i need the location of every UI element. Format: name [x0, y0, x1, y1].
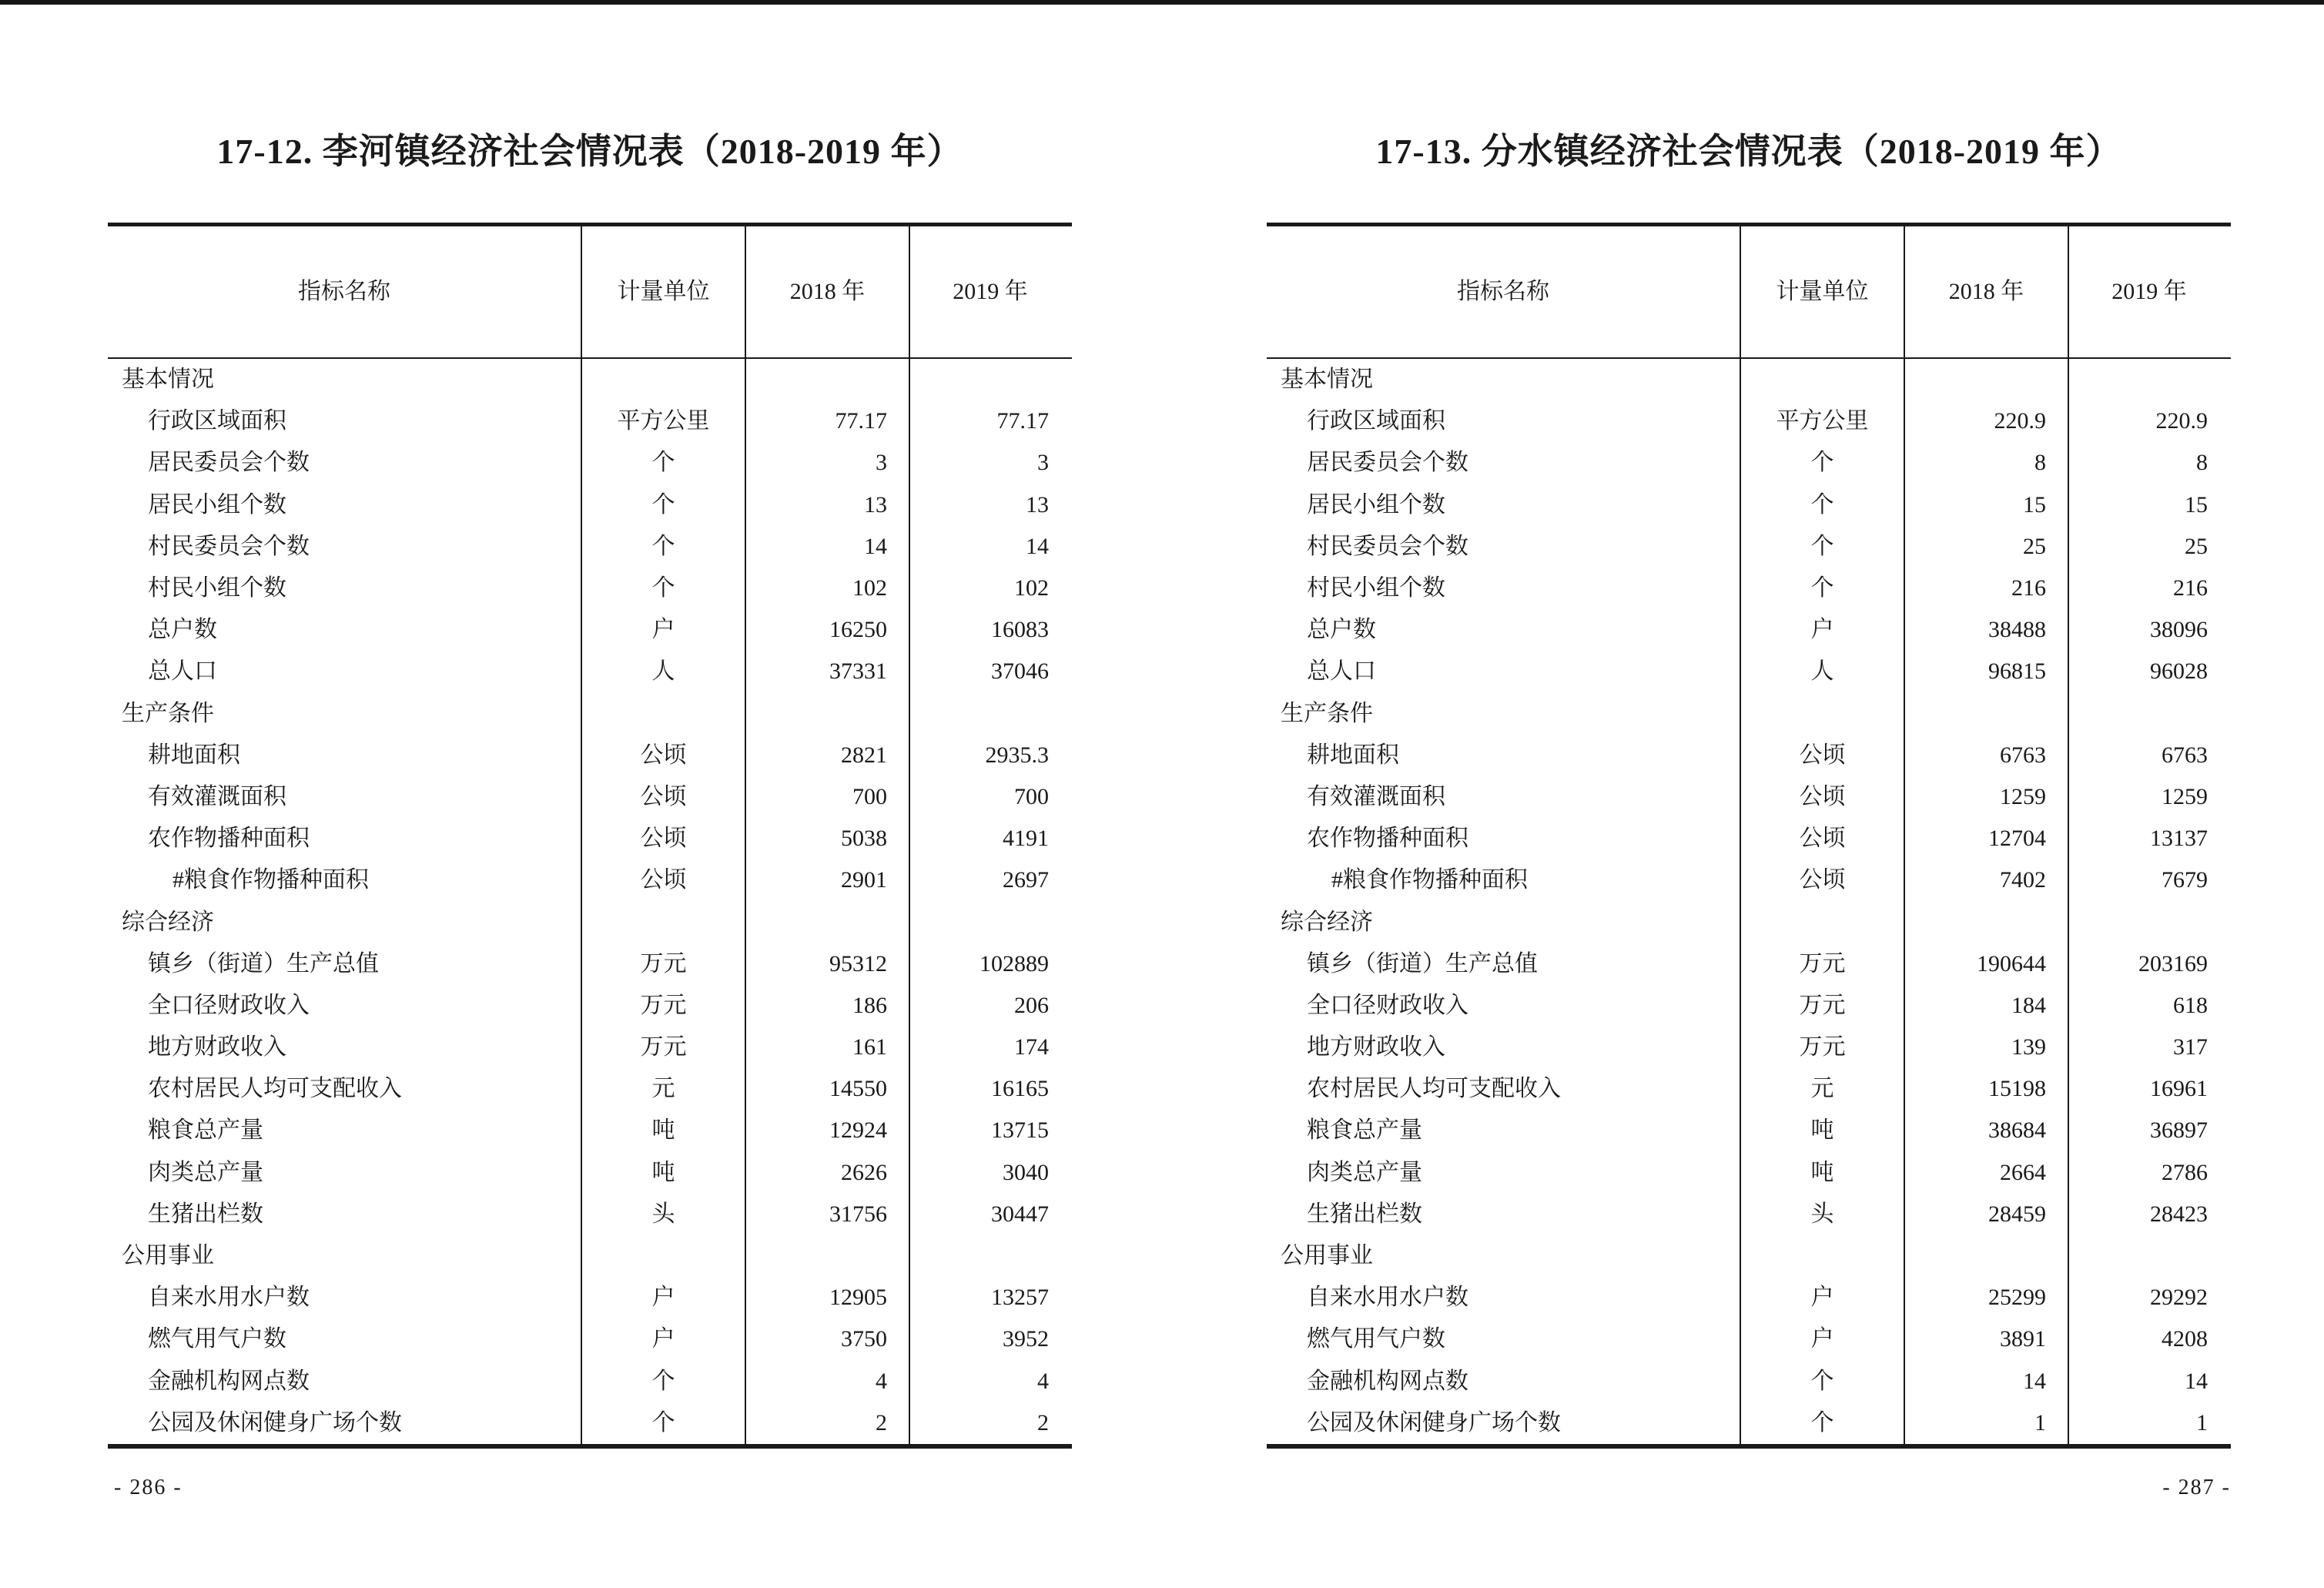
unit-cell: 个 — [581, 568, 745, 609]
value-2018-cell: 6763 — [1904, 735, 2068, 776]
table-row — [108, 735, 1072, 776]
unit-cell: 元 — [1740, 1068, 1904, 1110]
table-row — [108, 943, 1072, 985]
value-2019-cell — [909, 901, 1070, 943]
section-row — [108, 359, 1072, 400]
unit-cell: 个 — [1740, 484, 1904, 526]
unit-cell: 公顷 — [1740, 776, 1904, 818]
unit-cell: 户 — [581, 1318, 745, 1360]
unit-cell: 公顷 — [1740, 818, 1904, 859]
value-2018-cell: 1 — [1904, 1402, 2068, 1444]
value-2018-cell: 8 — [1904, 442, 2068, 484]
unit-cell: 公顷 — [1740, 859, 1904, 901]
value-2018-cell: 102 — [745, 568, 909, 609]
table-row — [108, 1361, 1072, 1402]
table-body — [1267, 359, 2231, 1444]
unit-cell: 户 — [1740, 1277, 1904, 1318]
col-header-unit: 计量单位 — [581, 226, 745, 357]
indicator-name-cell: 有效灌溉面积 — [1307, 783, 1445, 809]
section-row — [108, 1235, 1072, 1277]
indicator-name-cell: 居民委员会个数 — [1307, 450, 1468, 476]
value-2019-cell: 700 — [909, 776, 1070, 818]
indicator-name-cell: 地方财政收入 — [148, 1034, 286, 1060]
value-2019-cell: 220.9 — [2068, 400, 2229, 442]
statistics-table-left — [108, 223, 1072, 1449]
value-2019-cell: 30447 — [909, 1194, 1070, 1235]
col-header-2019: 2019 年 — [909, 226, 1070, 357]
value-2019-cell: 4 — [909, 1361, 1070, 1402]
indicator-name-cell: 金融机构网点数 — [148, 1368, 310, 1394]
unit-cell — [581, 1235, 745, 1277]
value-2019-cell: 16083 — [909, 609, 1070, 651]
value-2018-cell — [745, 359, 909, 400]
unit-cell: 吨 — [581, 1110, 745, 1151]
value-2019-cell: 38096 — [2068, 609, 2229, 651]
col-header-2018: 2018 年 — [745, 226, 909, 357]
value-2018-cell: 4 — [745, 1361, 909, 1402]
value-2019-cell: 2697 — [909, 859, 1070, 901]
table-row — [1267, 1277, 2231, 1318]
value-2019-cell: 3952 — [909, 1318, 1070, 1360]
statistics-table-right — [1267, 223, 2231, 1449]
indicator-name-cell: 行政区域面积 — [1307, 408, 1445, 434]
value-2018-cell: 3 — [745, 442, 909, 484]
value-2018-cell: 190644 — [1904, 943, 2068, 985]
table-title-left: 17-12. 李河镇经济社会情况表（2018-2019 年） — [216, 132, 963, 171]
indicator-name-cell: 农作物播种面积 — [1307, 826, 1468, 852]
table-row — [108, 985, 1072, 1027]
table-row — [1267, 442, 2231, 484]
section-row — [1267, 693, 2231, 735]
indicator-name-cell: 燃气用气户数 — [1307, 1326, 1445, 1352]
unit-cell: 万元 — [1740, 1027, 1904, 1068]
unit-cell: 吨 — [1740, 1110, 1904, 1151]
table-row — [1267, 651, 2231, 692]
value-2019-cell: 203169 — [2068, 943, 2229, 985]
value-2019-cell: 174 — [909, 1027, 1070, 1068]
unit-cell — [1740, 359, 1904, 400]
value-2018-cell: 220.9 — [1904, 400, 2068, 442]
value-2018-cell: 95312 — [745, 943, 909, 985]
indicator-name-cell: 有效灌溉面积 — [148, 783, 286, 809]
unit-cell: 公顷 — [581, 818, 745, 859]
table-row — [108, 1318, 1072, 1360]
value-2018-cell: 12924 — [745, 1110, 909, 1151]
table-row — [1267, 776, 2231, 818]
indicator-name-cell: 公园及休闲健身广场个数 — [148, 1409, 402, 1436]
indicator-name-cell: 综合经济 — [1281, 909, 1373, 935]
table-row — [108, 1402, 1072, 1444]
indicator-name-cell: 镇乡（街道）生产总值 — [148, 950, 379, 977]
table-row — [108, 1152, 1072, 1194]
value-2019-cell: 4208 — [2068, 1318, 2229, 1360]
indicator-name-cell: 农作物播种面积 — [148, 826, 310, 852]
value-2018-cell: 186 — [745, 985, 909, 1027]
indicator-name-cell: 肉类总产量 — [1307, 1159, 1422, 1185]
value-2019-cell: 317 — [2068, 1027, 2229, 1068]
unit-cell — [1740, 693, 1904, 735]
value-2019-cell: 1 — [2068, 1402, 2229, 1444]
indicator-name-cell: 农村居民人均可支配收入 — [148, 1076, 402, 1102]
value-2018-cell: 37331 — [745, 651, 909, 692]
value-2019-cell: 14 — [2068, 1361, 2229, 1402]
col-header-indicator: 指标名称 — [298, 279, 390, 304]
indicator-name-cell: 公园及休闲健身广场个数 — [1307, 1409, 1561, 1436]
indicator-name-cell: 公用事业 — [122, 1243, 214, 1269]
indicator-name-cell: 生产条件 — [1281, 700, 1373, 726]
value-2018-cell: 700 — [745, 776, 909, 818]
unit-cell: 万元 — [1740, 985, 1904, 1027]
unit-cell: 户 — [581, 1277, 745, 1318]
value-2018-cell: 15198 — [1904, 1068, 2068, 1110]
col-header-unit: 计量单位 — [1740, 226, 1904, 357]
indicator-name-cell: 耕地面积 — [148, 742, 240, 768]
value-2019-cell: 102889 — [909, 943, 1070, 985]
value-2019-cell — [909, 359, 1070, 400]
value-2018-cell: 15 — [1904, 484, 2068, 526]
indicator-name-cell: 居民委员会个数 — [148, 450, 310, 476]
unit-cell: 公顷 — [581, 859, 745, 901]
table-row — [1267, 1318, 2231, 1360]
value-2019-cell — [2068, 359, 2229, 400]
value-2019-cell: 206 — [909, 985, 1070, 1027]
indicator-name-cell: 居民小组个数 — [1307, 491, 1445, 518]
col-header-2019: 2019 年 — [2068, 226, 2229, 357]
unit-cell: 公顷 — [581, 735, 745, 776]
value-2019-cell — [2068, 1235, 2229, 1277]
value-2018-cell: 2821 — [745, 735, 909, 776]
page-number-right: - 287 - — [2162, 1476, 2231, 1499]
table-row — [1267, 400, 2231, 442]
indicator-name-cell: 金融机构网点数 — [1307, 1368, 1468, 1394]
section-row — [108, 693, 1072, 735]
indicator-name-cell: 全口径财政收入 — [1307, 992, 1468, 1018]
value-2018-cell: 77.17 — [745, 400, 909, 442]
section-row — [1267, 1235, 2231, 1277]
value-2019-cell: 102 — [909, 568, 1070, 609]
value-2018-cell: 16250 — [745, 609, 909, 651]
section-row — [1267, 901, 2231, 943]
section-row — [1267, 359, 2231, 400]
table-row — [108, 609, 1072, 651]
value-2018-cell — [1904, 693, 2068, 735]
indicator-name-cell: 燃气用气户数 — [148, 1326, 286, 1352]
unit-cell: 户 — [1740, 609, 1904, 651]
unit-cell: 个 — [1740, 1361, 1904, 1402]
value-2018-cell: 25 — [1904, 526, 2068, 568]
value-2018-cell: 28459 — [1904, 1194, 2068, 1235]
value-2018-cell: 139 — [1904, 1027, 2068, 1068]
col-header-indicator: 指标名称 — [1457, 279, 1549, 304]
indicator-name-cell: 地方财政收入 — [1307, 1034, 1445, 1060]
table-row — [1267, 985, 2231, 1027]
table-row — [1267, 1110, 2231, 1151]
indicator-name-cell: 农村居民人均可支配收入 — [1307, 1076, 1561, 1102]
unit-cell: 人 — [581, 651, 745, 692]
table-row — [108, 776, 1072, 818]
indicator-name-cell: 总人口 — [1307, 658, 1376, 685]
unit-cell: 元 — [581, 1068, 745, 1110]
value-2018-cell: 216 — [1904, 568, 2068, 609]
value-2018-cell: 2901 — [745, 859, 909, 901]
value-2019-cell: 4191 — [909, 818, 1070, 859]
value-2019-cell: 29292 — [2068, 1277, 2229, 1318]
value-2018-cell: 38684 — [1904, 1110, 2068, 1151]
unit-cell: 平方公里 — [1740, 400, 1904, 442]
table-title-right: 17-13. 分水镇经济社会情况表（2018-2019 年） — [1375, 132, 2122, 171]
unit-cell: 平方公里 — [581, 400, 745, 442]
unit-cell: 个 — [1740, 568, 1904, 609]
unit-cell: 个 — [581, 484, 745, 526]
value-2019-cell: 2786 — [2068, 1152, 2229, 1194]
table-row — [108, 526, 1072, 568]
value-2018-cell: 14550 — [745, 1068, 909, 1110]
table-row — [1267, 484, 2231, 526]
indicator-name-cell: #粮食作物播种面积 — [172, 867, 369, 893]
table-row — [108, 1194, 1072, 1235]
table-row — [108, 651, 1072, 692]
page-number-left: - 286 - — [114, 1476, 183, 1499]
unit-cell: 万元 — [581, 943, 745, 985]
table-row — [1267, 1402, 2231, 1444]
table-row — [1267, 735, 2231, 776]
value-2019-cell — [909, 693, 1070, 735]
unit-cell: 吨 — [581, 1152, 745, 1194]
indicator-name-cell: 自来水用水户数 — [1307, 1285, 1468, 1311]
indicator-name-cell: 总户数 — [1307, 617, 1376, 643]
table-row — [108, 484, 1072, 526]
value-2018-cell: 2626 — [745, 1152, 909, 1194]
table-header-row — [1267, 226, 2231, 359]
indicator-name-cell: 综合经济 — [122, 909, 214, 935]
value-2019-cell: 3040 — [909, 1152, 1070, 1194]
value-2018-cell: 3891 — [1904, 1318, 2068, 1360]
unit-cell: 户 — [581, 609, 745, 651]
value-2019-cell: 13137 — [2068, 818, 2229, 859]
value-2018-cell: 161 — [745, 1027, 909, 1068]
table-row — [1267, 818, 2231, 859]
page-top-scan-edge — [0, 0, 2324, 5]
unit-cell: 公顷 — [1740, 735, 1904, 776]
unit-cell — [581, 359, 745, 400]
value-2019-cell: 216 — [2068, 568, 2229, 609]
table-row — [108, 442, 1072, 484]
value-2018-cell: 5038 — [745, 818, 909, 859]
indicator-name-cell: #粮食作物播种面积 — [1331, 867, 1528, 893]
value-2018-cell — [1904, 359, 2068, 400]
indicator-name-cell: 总户数 — [148, 617, 217, 643]
unit-cell — [1740, 901, 1904, 943]
indicator-name-cell: 生猪出栏数 — [148, 1201, 263, 1227]
indicator-name-cell: 行政区域面积 — [148, 408, 286, 434]
indicator-name-cell: 生猪出栏数 — [1307, 1201, 1422, 1227]
unit-cell: 头 — [1740, 1194, 1904, 1235]
table-body — [108, 359, 1072, 1444]
value-2019-cell: 2935.3 — [909, 735, 1070, 776]
table-row — [108, 568, 1072, 609]
unit-cell — [581, 901, 745, 943]
value-2019-cell: 13715 — [909, 1110, 1070, 1151]
indicator-name-cell: 基本情况 — [122, 367, 214, 393]
unit-cell: 个 — [1740, 442, 1904, 484]
unit-cell: 头 — [581, 1194, 745, 1235]
value-2018-cell: 14 — [1904, 1361, 2068, 1402]
table-row — [108, 818, 1072, 859]
value-2018-cell: 38488 — [1904, 609, 2068, 651]
value-2018-cell: 31756 — [745, 1194, 909, 1235]
value-2019-cell: 28423 — [2068, 1194, 2229, 1235]
unit-cell: 户 — [1740, 1318, 1904, 1360]
unit-cell: 个 — [1740, 526, 1904, 568]
value-2019-cell: 6763 — [2068, 735, 2229, 776]
indicator-name-cell: 全口径财政收入 — [148, 992, 310, 1018]
indicator-name-cell: 基本情况 — [1281, 367, 1373, 393]
value-2019-cell: 96028 — [2068, 651, 2229, 692]
value-2018-cell: 2 — [745, 1402, 909, 1444]
value-2019-cell: 15 — [2068, 484, 2229, 526]
table-row — [108, 1277, 1072, 1318]
table-row — [1267, 1068, 2231, 1110]
unit-cell: 个 — [1740, 1402, 1904, 1444]
unit-cell: 万元 — [1740, 943, 1904, 985]
unit-cell: 人 — [1740, 651, 1904, 692]
unit-cell: 个 — [581, 526, 745, 568]
value-2018-cell — [1904, 1235, 2068, 1277]
indicator-name-cell: 肉类总产量 — [148, 1159, 263, 1185]
value-2019-cell: 25 — [2068, 526, 2229, 568]
table-row — [108, 1027, 1072, 1068]
value-2019-cell — [909, 1235, 1070, 1277]
value-2018-cell — [745, 693, 909, 735]
indicator-name-cell: 村民委员会个数 — [1307, 533, 1468, 559]
value-2019-cell: 1259 — [2068, 776, 2229, 818]
value-2019-cell: 36897 — [2068, 1110, 2229, 1151]
table-row — [1267, 859, 2231, 901]
indicator-name-cell: 自来水用水户数 — [148, 1285, 310, 1311]
value-2018-cell: 12704 — [1904, 818, 2068, 859]
value-2019-cell: 3 — [909, 442, 1070, 484]
value-2018-cell: 13 — [745, 484, 909, 526]
indicator-name-cell: 村民委员会个数 — [148, 533, 310, 559]
unit-cell: 个 — [581, 1361, 745, 1402]
indicator-name-cell: 耕地面积 — [1307, 742, 1399, 768]
table-row — [1267, 1194, 2231, 1235]
value-2018-cell: 184 — [1904, 985, 2068, 1027]
table-row — [1267, 568, 2231, 609]
unit-cell — [581, 693, 745, 735]
table-row — [1267, 943, 2231, 985]
value-2018-cell — [745, 1235, 909, 1277]
value-2019-cell: 13257 — [909, 1277, 1070, 1318]
indicator-name-cell: 居民小组个数 — [148, 491, 286, 518]
table-row — [108, 1068, 1072, 1110]
indicator-name-cell: 公用事业 — [1281, 1243, 1373, 1269]
unit-cell: 吨 — [1740, 1152, 1904, 1194]
value-2019-cell: 37046 — [909, 651, 1070, 692]
table-row — [1267, 1152, 2231, 1194]
value-2018-cell: 14 — [745, 526, 909, 568]
unit-cell: 万元 — [581, 1027, 745, 1068]
value-2019-cell: 7679 — [2068, 859, 2229, 901]
value-2019-cell — [2068, 901, 2229, 943]
section-row — [108, 901, 1072, 943]
value-2019-cell: 618 — [2068, 985, 2229, 1027]
value-2018-cell — [745, 901, 909, 943]
value-2018-cell: 25299 — [1904, 1277, 2068, 1318]
indicator-name-cell: 粮食总产量 — [148, 1117, 263, 1144]
indicator-name-cell: 总人口 — [148, 658, 217, 685]
value-2018-cell: 96815 — [1904, 651, 2068, 692]
value-2019-cell: 16165 — [909, 1068, 1070, 1110]
value-2018-cell — [1904, 901, 2068, 943]
value-2018-cell: 7402 — [1904, 859, 2068, 901]
table-row — [1267, 1361, 2231, 1402]
unit-cell: 个 — [581, 1402, 745, 1444]
table-row — [108, 400, 1072, 442]
indicator-name-cell: 镇乡（街道）生产总值 — [1307, 950, 1538, 977]
value-2018-cell: 1259 — [1904, 776, 2068, 818]
indicator-name-cell: 粮食总产量 — [1307, 1117, 1422, 1144]
col-header-2018: 2018 年 — [1904, 226, 2068, 357]
value-2019-cell: 16961 — [2068, 1068, 2229, 1110]
table-row — [1267, 526, 2231, 568]
value-2019-cell — [2068, 693, 2229, 735]
unit-cell: 公顷 — [581, 776, 745, 818]
value-2019-cell: 13 — [909, 484, 1070, 526]
table-row — [108, 859, 1072, 901]
value-2018-cell: 3750 — [745, 1318, 909, 1360]
value-2019-cell: 77.17 — [909, 400, 1070, 442]
table-row — [108, 1110, 1072, 1151]
value-2019-cell: 14 — [909, 526, 1070, 568]
value-2019-cell: 8 — [2068, 442, 2229, 484]
table-row — [1267, 1027, 2231, 1068]
value-2018-cell: 2664 — [1904, 1152, 2068, 1194]
unit-cell: 个 — [581, 442, 745, 484]
indicator-name-cell: 村民小组个数 — [148, 575, 286, 601]
indicator-name-cell: 村民小组个数 — [1307, 575, 1445, 601]
value-2018-cell: 12905 — [745, 1277, 909, 1318]
table-row — [1267, 609, 2231, 651]
unit-cell — [1740, 1235, 1904, 1277]
unit-cell: 万元 — [581, 985, 745, 1027]
indicator-name-cell: 生产条件 — [122, 700, 214, 726]
table-header-row — [108, 226, 1072, 359]
value-2019-cell: 2 — [909, 1402, 1070, 1444]
